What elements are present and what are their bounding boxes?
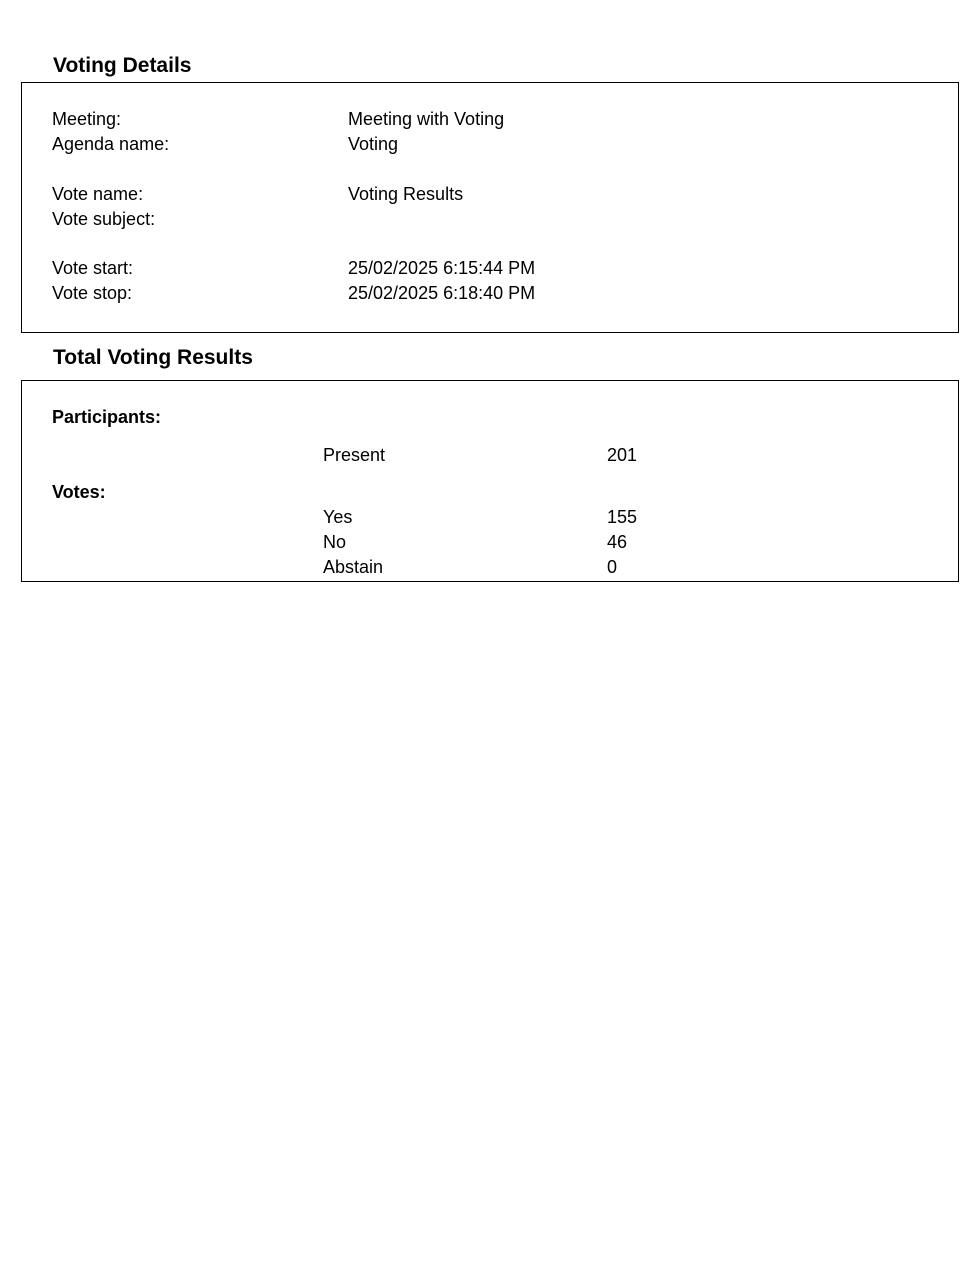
no-label: No: [323, 532, 347, 552]
voting-details-box: [21, 82, 959, 333]
meeting-label: Meeting:: [52, 109, 122, 129]
vote-name-label: Vote name:: [52, 184, 144, 204]
total-results-box: [21, 380, 959, 582]
abstain-value: 0: [607, 557, 618, 577]
no-value: 46: [607, 532, 628, 552]
participants-label: Participants:: [52, 407, 162, 427]
meeting-value: Meeting with Voting: [348, 109, 505, 129]
total-results-title: Total Voting Results: [53, 346, 253, 369]
agenda-name-value: Voting: [348, 134, 399, 154]
yes-label: Yes: [323, 507, 353, 527]
vote-start-value: 25/02/2025 6:15:44 PM: [348, 258, 536, 278]
vote-stop-value: 25/02/2025 6:18:40 PM: [348, 283, 536, 303]
vote-stop-label: Vote stop:: [52, 283, 133, 303]
present-label: Present: [323, 445, 386, 465]
vote-subject-label: Vote subject:: [52, 209, 156, 229]
present-value: 201: [607, 445, 638, 465]
agenda-name-label: Agenda name:: [52, 134, 170, 154]
voting-details-title: Voting Details: [53, 54, 192, 77]
vote-name-value: Voting Results: [348, 184, 464, 204]
vote-start-label: Vote start:: [52, 258, 134, 278]
votes-label: Votes:: [52, 482, 106, 502]
abstain-label: Abstain: [323, 557, 384, 577]
yes-value: 155: [607, 507, 638, 527]
